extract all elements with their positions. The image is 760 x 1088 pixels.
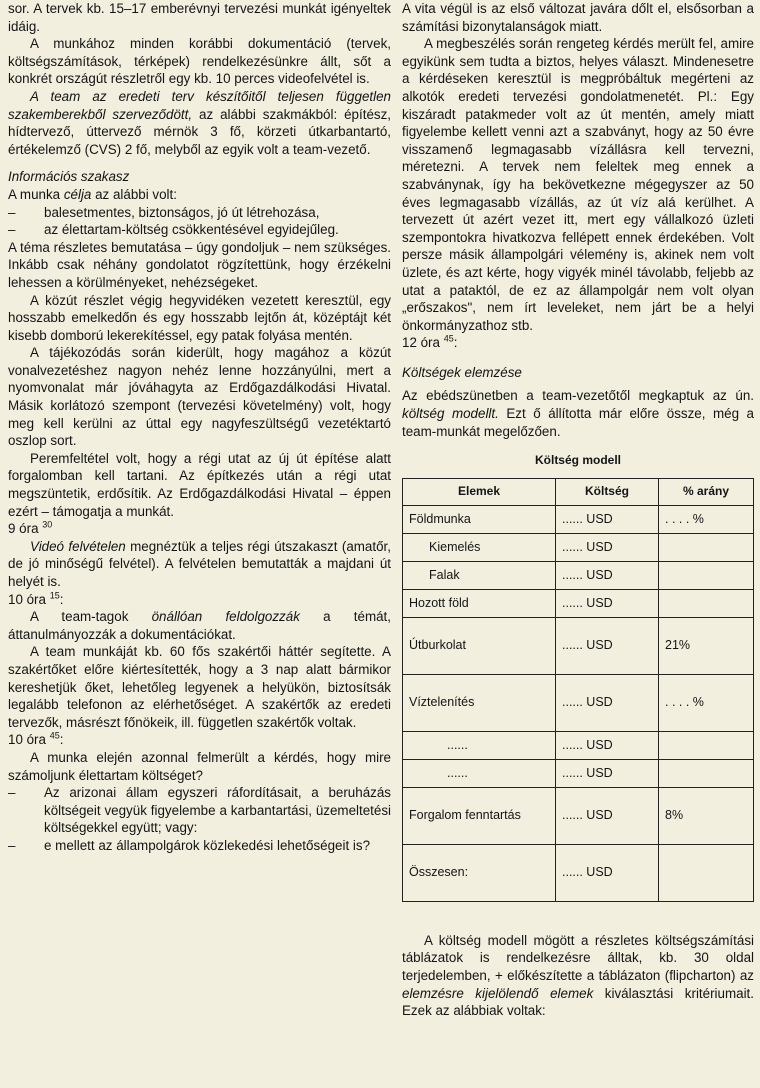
table-cell: ...... USD	[556, 787, 659, 844]
list-item-text: e mellett az állampolgárok közlekedési lehetőségeit is?	[44, 837, 371, 853]
dash-bullet: –	[8, 837, 16, 853]
time-marker: 10 óra $^{45}$:	[8, 730, 64, 748]
table-cell: ...... USD	[556, 617, 659, 674]
table-cell	[659, 533, 754, 561]
paragraph: sor. A tervek kb. 15–17 emberévnyi tervezési munkát igényeltek idáig.	[8, 1, 391, 34]
table-cell	[659, 561, 754, 589]
time-minutes: 30	[42, 519, 53, 530]
text: az alábbi szakmákból: építész, hídtervező, úttervező mérnök 3 fő, körzeti útkarbantartó, értékelemző (CVS) 2 fő, melyből az egyik volt a team-vezető.	[8, 106, 392, 157]
italic-text: célja	[63, 186, 92, 202]
table-cell: Hozott föld	[403, 589, 556, 617]
table-cell: Víztelenítés	[403, 674, 556, 731]
dash-bullet: –	[8, 204, 16, 220]
time-minutes: 45	[443, 333, 454, 344]
table-row	[403, 561, 754, 589]
time-text: 10 óra	[8, 732, 46, 748]
time-minutes: 45	[49, 730, 60, 741]
italic-text: A team az eredeti terv készítőitől teljesen független szakemberekből szerveződött,	[8, 88, 391, 122]
paragraph: Peremfeltétel volt, hogy a régi utat az új út építése alatt forgalomban kell tartani. Az építkezés után a régi utat megszüntetik, erdősítik. Az Erdőgazdálkodási Hivatal – éppen ezért – támogatja a munkát.	[8, 450, 391, 519]
table-cell: Földmunka	[403, 505, 556, 533]
time-text: 12 óra	[402, 335, 440, 351]
italic-text: költség modellt.	[402, 406, 499, 422]
list-item-text: az élettartam-költség csökkentésével egyidejűleg.	[44, 222, 339, 238]
option-list	[8, 784, 391, 854]
column-header: Elemek	[403, 478, 556, 505]
left-column	[8, 0, 391, 855]
time-marker: 12 óra $^{45}$:	[402, 333, 458, 351]
table-cell: Kiemelés	[403, 533, 556, 561]
table-header-row	[403, 478, 754, 505]
list-item-text: balesetmentes, biztonságos, jó út létrehozása,	[44, 204, 320, 220]
table-cell: ...... USD	[556, 844, 659, 901]
list-item	[8, 221, 391, 239]
goal-intro	[8, 186, 391, 204]
paragraph: A team munkáját kb. 60 fős szakértői háttér segítette. A szakértőket előre kiértesítették, hogy a 3 nap alatt bármikor kereshetjük őket, lehetőleg legyenek a helyükön, biztosítsák legalább telefonon az elérhetőséget. A szakértők az eredeti tervezők, másrészt főnökeik, ill. független szakértők voltak.	[8, 644, 391, 730]
table-cell: ......	[403, 759, 556, 787]
cost-model-table	[402, 478, 754, 902]
time-minutes: 15	[49, 590, 60, 601]
list-item	[8, 837, 391, 855]
paragraph-team	[8, 88, 391, 158]
text: A munka	[8, 186, 64, 202]
table-cell: 21%	[659, 617, 754, 674]
paragraph: A munkához minden korábbi dokumentáció (tervek, költségszámítások, térképek) rendelkezésünkre állt, sőt a konkrét országút részletről egy kb. 10 perces videofelvétel is.	[8, 36, 391, 87]
paragraph: A téma részletes bemutatása – úgy gondoljuk – nem szükséges. Inkább csak néhány gondolatot rögzítettünk, hogy érzékelni lehessen a körülményeket, nehézségeket.	[8, 239, 391, 290]
text: A team-tagok	[30, 609, 152, 625]
table-cell: ...... USD	[556, 731, 659, 759]
paragraph-team-tasks	[8, 608, 391, 643]
table-cell: ...... USD	[556, 533, 659, 561]
table-cell	[659, 731, 754, 759]
right-column	[402, 0, 754, 1020]
table-cell: Összesen:	[403, 844, 556, 901]
table-row	[403, 787, 754, 844]
table-cell: ...... USD	[556, 589, 659, 617]
paragraph-cost-model	[402, 387, 754, 440]
table-row	[403, 617, 754, 674]
time-text: 9 óra	[8, 521, 39, 537]
goal-list	[8, 204, 391, 239]
list-item-text: Az arizonai állam egyszeri ráfordításait, a beruházás költségeit vegyük figyelembe a karbantartási, üzemeltetési költségekkel együtt; vagy:	[44, 785, 391, 836]
table-cell: Útburkolat	[403, 617, 556, 674]
table-cell	[659, 589, 754, 617]
paragraph: A munka elején azonnal felmerült a kérdés, hogy mire számoljunk élettartam költséget?	[8, 749, 391, 783]
italic-text: elemzésre kijelölendő elemek	[402, 985, 594, 1001]
paragraph: A vita végül is az első változat javára dőlt el, elsősorban a számítási bizonytalanságok miatt.	[402, 1, 754, 34]
table-cell: ...... USD	[556, 674, 659, 731]
table-cell	[659, 759, 754, 787]
text: az alábbi volt:	[91, 186, 177, 202]
column-header: % arány	[659, 478, 754, 505]
table-row	[403, 759, 754, 787]
table-cell: . . . . %	[659, 674, 754, 731]
section-heading-cost: Költségek elemzése	[402, 364, 522, 380]
italic-text: Videó felvételen	[30, 538, 126, 554]
table-cell: Falak	[403, 561, 556, 589]
table-row	[403, 844, 754, 901]
list-item	[8, 204, 391, 222]
table-row	[403, 674, 754, 731]
text: megnéztük a teljes régi útszakaszt (amatőr, de jó minőségű felvétel). A felvételen bemutatták a majdani út helyét is.	[8, 538, 391, 589]
table-cell: ......	[403, 731, 556, 759]
italic-text: önállóan feldolgozzák	[151, 609, 300, 625]
time-marker	[8, 520, 391, 538]
table-cell	[659, 844, 754, 901]
table-row	[403, 589, 754, 617]
text: a témát, áttanulmányozzák a dokumentációkat.	[8, 609, 391, 642]
dash-bullet: –	[8, 785, 16, 801]
column-header: Költség	[556, 478, 659, 505]
table-cell: ...... USD	[556, 561, 659, 589]
text: kiválasztási kritériumait. Ezek az alábbiak voltak:	[402, 985, 754, 1019]
paragraph: A megbeszélés során rengeteg kérdés merült fel, amire egyikünk sem tudta a biztos, helyes választ. Mindenesetre a kérdéseken keresztül is megpróbáltuk megérteni az alkotók eredeti tervezési gondolatmenetét. Pl.: Egy kiszáradt patakmeder volt az út mentén, amely miatt figyelembe kellett venni azt a szabványt, hogy az 50 évre visszamenő legmagasabb vízállásra kell tervezni, méretezni. A tervek nem feleltek meg ennek a szabványnak, így ha bekövetkezne mégegyszer az 50 éves legmagasabb vízállás, az út víz alá kerülhet. A tervezett út azért vezet itt, mert egy vállalkozó üzleti szempontokra hivatkozva fellépett ennek érdekében. Volt persze másik állampolgári vélemény is, akinek nem volt üzlete, és azt kérte, hogy vigyék minél távolabb, feljebb az utat a pataktól, de ez az állampolgár nem volt olyan „erőszakos", nem írt leveleket, nem járt be a helyi önkormányzathoz stb.	[402, 36, 754, 333]
table-cell: Forgalom fenntartás	[403, 787, 556, 844]
list-item	[8, 784, 391, 837]
paragraph-criteria	[402, 932, 754, 1020]
table-cell: 8%	[659, 787, 754, 844]
paragraph-video	[8, 538, 391, 591]
text: A költség modell mögött a részletes költségszámítási táblázatok is rendelkezésre álltak, kb. 30 oldal terjedelemben, + előkészítette a táblázaton (flipcharton) az	[402, 932, 754, 984]
table-cell: . . . . %	[659, 505, 754, 533]
table-cell: ...... USD	[556, 505, 659, 533]
table-row	[403, 505, 754, 533]
time-text: 10 óra	[8, 591, 46, 607]
dash-bullet: –	[8, 222, 16, 238]
table-row	[403, 731, 754, 759]
text: Ezt ő állította már előre össze, még a team-munkát megelőzően.	[402, 406, 754, 439]
table-row	[403, 533, 754, 561]
table-cell: ...... USD	[556, 759, 659, 787]
paragraph: A tájékozódás során kiderült, hogy magához a közút vonalvezetéshez nagyon nehéz lenne hozzányúlni, mert a nyomvonalat már jóváhagyta az Erdőgazdálkodási Hivatal. Másik korlátozó szempont (tervezési követelmény) volt, hogy meg kell kerülni az úttal egy nagyfeszültségű vezetéktartó oszlop sort.	[8, 345, 391, 449]
time-marker: 10 óra $^{15}$:	[8, 590, 64, 607]
table-title: Költség modell	[534, 453, 621, 468]
paragraph: A közút részlet végig hegyvidéken vezetett keresztül, egy hosszabb emelkedőn és egy hosszabb lejtőn át, középtájt két kisebb domború lekerekítéssel, egy patak folyása mentén.	[8, 292, 391, 343]
section-heading-info: Információs szakasz	[8, 169, 130, 185]
text: Az ebédszünetben a team-vezetőtől megkaptuk az ún.	[402, 388, 754, 404]
